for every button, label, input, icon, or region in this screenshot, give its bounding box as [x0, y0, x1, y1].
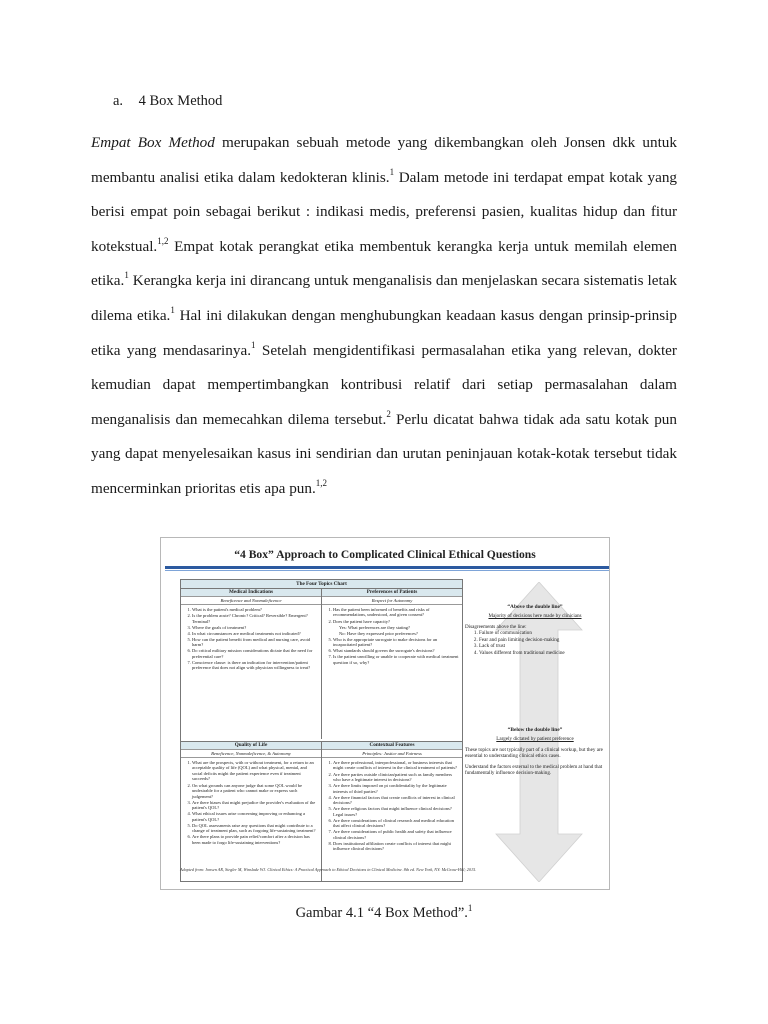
box-question: 1. Are there professional, interprofessional, or business interests that might create conflicts of interest in the clinical treatment of patients? [333, 760, 459, 771]
box-question: 5. How can the patient benefit from medical and nursing care, avoid harm? [192, 637, 318, 648]
box-question: 7. Are there considerations of public health and safety that influence clinical decisions? [333, 829, 459, 840]
box-subtitle: Beneficence, Nonmaleficence, & Autonomy [181, 750, 321, 758]
line-text: Hal ini dilakukan dengan menghubungkan keadaan kasus dengan prinsip-prinsip [174, 306, 677, 324]
above-title: “Above the double line” [507, 604, 563, 610]
line-text: berisi empat poin sebagai berikut : indikasi medis, preferensi pasien, kualitas hidup dan fitur [91, 203, 677, 221]
title-rule [165, 566, 609, 569]
paragraph-line [91, 403, 677, 438]
line-text: etika yang mendasarinya. [91, 341, 251, 359]
box-question: 2. Is the problem acute? Chronic? Critical? Reversible? Emergent? Terminal? [192, 613, 318, 624]
line-text: Perlu dicatat bahwa tidak ada satu kotak pun [390, 410, 677, 428]
above-double-line-note [465, 604, 605, 657]
paragraph-line [91, 437, 677, 472]
box-question: 6. What standards should govern the surrogate's decisions? [333, 648, 459, 653]
line-text: dilema etika. [91, 306, 171, 324]
box-question: 3. Where the goals of treatment? [192, 625, 318, 630]
box-question: 1. What are the prospects, with or without treatment, for a return to an acceptable quality of life (QOL) and what physical, mental, and social deficits might the patient experience even if treatment succeeds? [192, 760, 318, 782]
box-preferences-of-patients [322, 589, 462, 739]
disagreement-item: 1. Failure of communication [479, 630, 605, 637]
box-question: 1. What is the patient's medical problem? [192, 607, 318, 612]
line-text: yang dapat menyelesaikan kasus ini sendirian dan urutan peninjauan kotak-kotak tersebut tidak [91, 445, 677, 463]
box-quality-of-life [181, 741, 322, 882]
box-subtitle: Principles: Justice and Fairness [322, 750, 462, 758]
citation-ref: 1 [124, 270, 129, 281]
box-question: 7. Is the patient unwilling or unable to cooperate with medical treatment question if so, why? [333, 654, 459, 665]
figure-source: Adapted from: Jonsen AR, Siegler M, Winslade WJ. Clinical Ethics: A Practical Approach to Ethical Decisions in Clinical Medicine. 8th ed. New York, NY: McGraw-Hill; 2015. [180, 867, 477, 872]
above-list [465, 630, 605, 656]
box-title: Preferences of Patients [322, 589, 462, 597]
box-subtitle: Beneficence and Nonmaleficence [181, 597, 321, 605]
caption-ref: 1 [467, 903, 473, 914]
box-question: 3. Are there biases that might prejudice the provider's evaluation of the patient's QOL? [192, 800, 318, 811]
box-question: 6. Are there plans to provide pain relief/comfort after a decision has been made to forgo life-sustaining interventions? [192, 834, 318, 845]
paragraph-line [91, 161, 677, 196]
box-question: 5. Do QOL assessments raise any questions that might contribute to a change of treatment plan, such as forgoing life-sustaining treatment? [192, 823, 318, 834]
emphasis-text: Empat Box Method [91, 134, 215, 151]
below-text-1: These topics are not typically part of a clinical workup, but they are essential to understanding clinical ethics cases. [465, 746, 603, 760]
box-title: Quality of Life [181, 742, 321, 750]
body-paragraph [91, 126, 677, 507]
box-question: 3. Are there limits imposed on pt confidentiality by the legitimate interests of third parties? [333, 783, 459, 794]
box-contextual-features [322, 741, 462, 882]
line-text: membantu analisi etika dalam kedokteran klinis. [91, 168, 390, 186]
caption-text: Gambar 4.1 “4 Box Method”. [295, 905, 468, 921]
citation-ref: 1 [389, 166, 395, 177]
paragraph-line [91, 368, 677, 403]
line-text: Setelah mengidentifikasi permasalahan etika yang relevan, dokter [255, 341, 677, 359]
box-title: Medical Indications [181, 589, 321, 597]
box-question: 1. Has the patient been informed of benefits and risks of recommendations, understood, and given consent? [333, 607, 459, 618]
box-question: Yes: What preferences are they stating? [339, 624, 411, 630]
box-question: 4. Are there financial factors that create conflicts of interest in clinical decisions? [333, 795, 459, 806]
section-heading [113, 93, 222, 110]
figure-title: “4 Box” Approach to Complicated Clinical Ethical Questions [234, 548, 536, 561]
line-text: mencerminkan prioritas etis apa pun. [91, 479, 316, 497]
below-subtitle: Largely dictated by patient preference [496, 736, 574, 743]
box-list [322, 607, 462, 665]
chart-heading: The Four Topics Chart [181, 580, 462, 589]
section-title: 4 Box Method [138, 93, 223, 109]
above-intro: Disagreements above the line: [465, 623, 527, 630]
above-subtitle: Majority of decisions here made by clinicians [488, 613, 582, 620]
below-text-2: Understand the factors external to the medical problem at hand that fundamentally influence decision-making. [465, 763, 603, 777]
disagreement-item: 4. Values different from traditional medicine [479, 650, 605, 657]
below-title: “Below the double line” [507, 727, 563, 733]
figure-caption [0, 905, 768, 922]
box-question: 2. Does the patient have capacity? [333, 619, 459, 624]
line-text: merupakan sebuah metode yang dikembangkan oleh Jonsen dkk untuk [214, 134, 677, 151]
box-subtitle: Respect for Autonomy [322, 597, 462, 605]
four-topics-chart [180, 579, 463, 882]
line-text: etika. [91, 272, 125, 290]
citation-ref: 1,2 [157, 235, 169, 246]
citation-ref: 1,2 [315, 477, 328, 488]
citation-ref: 1 [170, 304, 175, 315]
title-rule-thin [165, 570, 609, 571]
line-text: menganalisis dan memecahkan dilema tersebut. [91, 410, 387, 428]
section-number: a. [113, 93, 124, 109]
box-list [181, 607, 321, 671]
box-question: 6. Are there considerations of clinical research and medical education that affect clinical decisions? [333, 818, 459, 829]
box-question: 7. Conscience clause: is there an indication for intervention/patient preference that does not align with physician willingness to treat? [192, 660, 318, 671]
box-list [181, 760, 321, 845]
box-question: 2. Are there parties outside clinician/patient such as family members who have a legitimate interest in decisions? [333, 772, 459, 783]
paragraph-line [91, 334, 677, 369]
box-question: 4. What ethical issues arise concerning improving or enhancing a patient's QOL? [192, 811, 318, 822]
four-box-figure [160, 537, 610, 890]
citation-ref: 1 [251, 339, 256, 350]
line-text: Kerangka kerja ini dirancang untuk menganalisis dan menjelaskan secara sistematis letak [128, 272, 677, 290]
box-question: 2. On what grounds can anyone judge that some QOL would be undesirable for a patient who cannot make or express such judgement? [192, 783, 318, 799]
box-title: Contextual Features [322, 742, 462, 750]
citation-ref: 2 [386, 408, 391, 419]
paragraph-line [91, 472, 677, 507]
line-text: kemudian dapat mempertimbangkan kontribusi relatif dari setiap permasalahan dalam [91, 376, 677, 394]
paragraph-line [91, 264, 677, 299]
box-list [322, 760, 462, 852]
box-question: 5. Are there religious factors that might influence clinical decisions? Legal issues? [333, 806, 459, 817]
line-text: kotekstual. [91, 237, 158, 255]
below-double-line-note [465, 727, 605, 781]
box-question: No: Have they expressed prior preferences? [339, 630, 418, 636]
line-text: Dalam metode ini terdapat empat kotak yang [394, 168, 678, 186]
box-question: 4. In what circumstances are medical treatments not indicated? [192, 631, 318, 636]
disagreement-item: 3. Lack of trust [479, 643, 605, 650]
box-question: 5. Who is the appropriate surrogate to make decisions for an incapacitated patient? [333, 637, 459, 648]
disagreement-item: 2. Fear and pain limiting decision-making [479, 637, 605, 644]
paragraph-line [91, 126, 677, 161]
line-text: Empat kotak perangkat etika membentuk kerangka kerja untuk memilah elemen [168, 237, 677, 255]
box-question: 6. Do critical military mission considerations dictate that the need for preferential care? [192, 648, 318, 659]
paragraph-line [91, 195, 677, 230]
box-question: 8. Does institutional affiliation create conflicts of interest that might influence clinical decisions? [333, 841, 459, 852]
paragraph-line [91, 230, 677, 265]
paragraph-line [91, 299, 677, 334]
box-medical-indications [181, 589, 322, 739]
